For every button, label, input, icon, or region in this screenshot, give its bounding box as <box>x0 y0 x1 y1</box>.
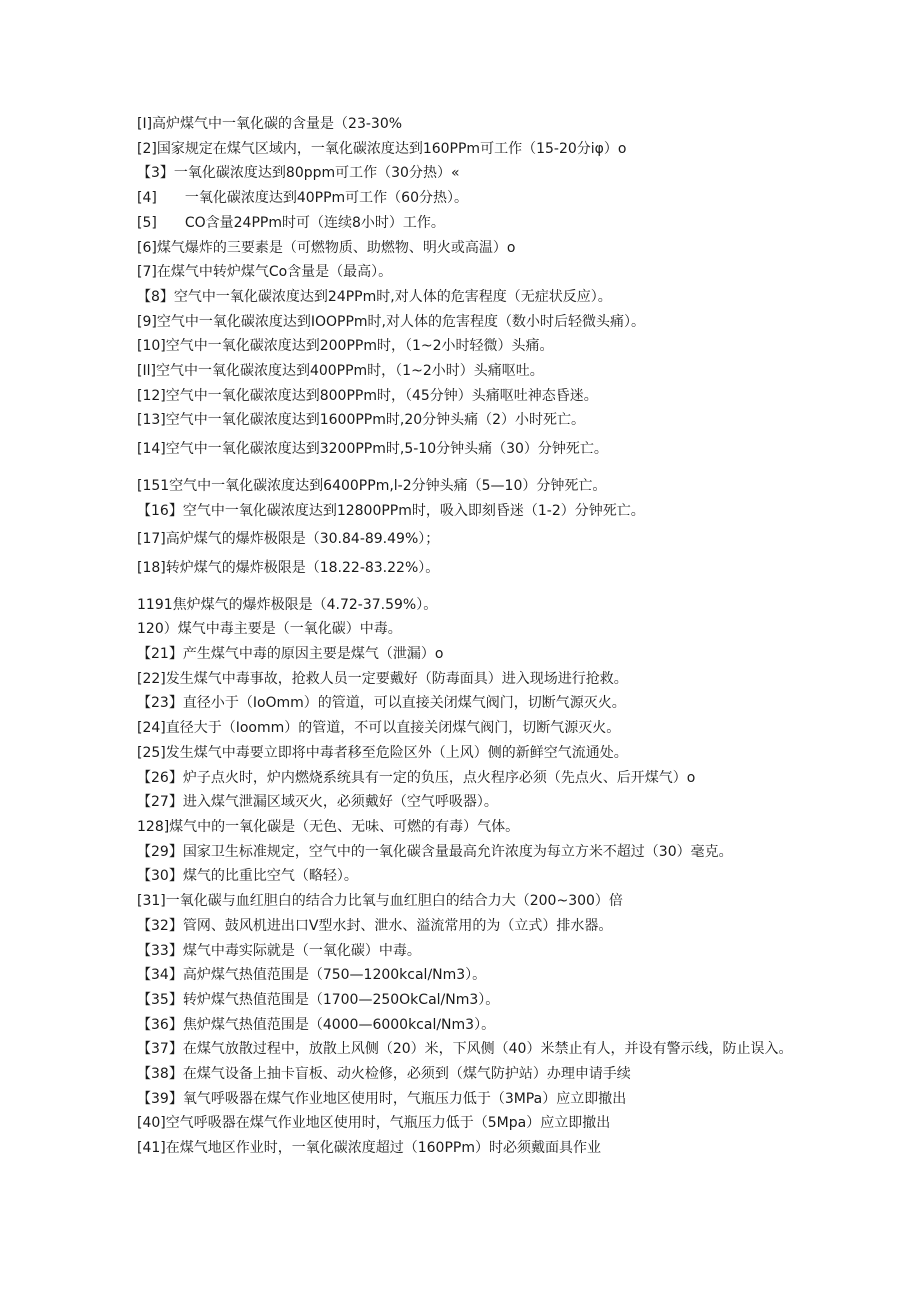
text-line: [6]煤气爆炸的三要素是（可燃物质、助燃物、明火或高温）o <box>137 239 516 256</box>
text-line: 【27】进入煤气泄漏区域灭火，必须戴好（空气呼吸器）。 <box>137 794 498 811</box>
text-line: [12]空气中一氧化碳浓度达到800PPm时，（45分钟）头痛呕吐神态昏迷。 <box>137 387 598 404</box>
text-line: 【23】直径小于（IoOmm）的管道，可以直接关闭煤气阀门，切断气源灭火。 <box>137 695 626 712</box>
text-line: 【35】转炉煤气热值范围是（1700—250OkCal/Nm3）。 <box>137 991 500 1008</box>
text-line: 【30】煤气的比重比空气（略轻）。 <box>137 868 358 885</box>
text-line: 【16】空气中一氧化碳浓度达到12800PPm时，吸入即刻昏迷（1-2）分钟死亡。 <box>137 502 645 519</box>
text-line: 【37】在煤气放散过程中，放散上风侧（20）米，下风侧（40）米禁止有人，并设有警示线，防止误入。 <box>137 1041 793 1058</box>
text-line: 【34】高炉煤气热值范围是（750—1200kcal∕Nm3）。 <box>137 967 487 984</box>
text-line: 【3】一氧化碳浓度达到80ppm可工作（30分热）« <box>137 165 460 182</box>
text-line: 【21】产生煤气中毒的原因主要是煤气（泄漏）o <box>137 646 444 663</box>
text-line: [7]在煤气中转炉煤气Co含量是（最高）。 <box>137 264 393 281</box>
text-line: [5] CO含量24PPm时可（连续8小时）工作。 <box>137 214 445 231</box>
text-line: 【33】煤气中毒实际就是（一氧化碳）中毒。 <box>137 942 421 959</box>
text-line: [17]高炉煤气的爆炸极限是（30.84-89.49%）； <box>137 531 440 548</box>
text-line: [2]国家规定在煤气区域内，一氧化碳浓度达到160PPm可工作（15-20分iφ）o <box>137 140 627 157</box>
text-line: [I]高炉煤气中一氧化碳的含量是（23-30% <box>137 116 403 132</box>
text-line: [9]空气中一氧化碳浓度达到IOOPPm时,对人体的危害程度（数小时后轻微头痛）。 <box>137 313 645 330</box>
text-line: [22]发生煤气中毒事故，抢救人员一定要戴好（防毒面具）进入现场进行抢救。 <box>137 670 628 687</box>
text-line: [10]空气中一氧化碳浓度达到200PPm时，（1~2小时轻微）头痛。 <box>137 338 554 355</box>
text-line: 120）煤气中毒主要是（一氧化碳）中毒。 <box>137 621 402 638</box>
text-line: [18]转炉煤气的爆炸极限是（18.22-83.22%）。 <box>137 559 440 576</box>
text-line: [41]在煤气地区作业时，一氧化碳浓度超过（160PPm）时必须戴面具作业 <box>137 1140 601 1157</box>
text-line: [13]空气中一氧化碳浓度达到1600PPm时,20分钟头痛（2）小时死亡。 <box>137 412 586 429</box>
text-line: 【26】炉子点火时，炉内燃烧系统具有一定的负压，点火程序必须（先点火、后开煤气）o <box>137 769 696 786</box>
text-line: 【8】空气中一氧化碳浓度达到24PPm时,对人体的危害程度（无症状反应）。 <box>137 288 612 305</box>
text-line: 128]煤气中的一氧化碳是（无色、无味、可燃的有毒）气体。 <box>137 818 520 835</box>
text-line: [24]直径大于（Ioomm）的管道，不可以直接关闭煤气阀门，切断气源灭火。 <box>137 720 621 737</box>
text-line: [4] 一氧化碳浓度达到40PPm可工作（60分热）。 <box>137 190 468 207</box>
text-line: 【32】管网、鼓风机进出口V型水封、泄水、溢流常用的为（立式）排水器。 <box>137 917 613 934</box>
text-line: [151空气中一氧化碳浓度达到6400PPm,l-2分钟头痛（5—10）分钟死亡。 <box>137 477 607 494</box>
text-line: 1191焦炉煤气的爆炸极限是（4.72-37.59%）。 <box>137 596 438 613</box>
text-line: [31]一氧化碳与血红胆白的结合力比氧与血红胆白的结合力大（200~300）倍 <box>137 893 623 910</box>
text-line: [25]发生煤气中毒要立即将中毒者移至危险区外（上风）侧的新鲜空气流通处。 <box>137 744 628 761</box>
text-line: 【38】在煤气设备上抽卡盲板、动火检修，必须到（煤气防护站）办理申请手续 <box>137 1066 631 1083</box>
text-line: 【39】氧气呼吸器在煤气作业地区使用时，气瓶压力低于（3MPa）应立即撤出 <box>137 1090 627 1107</box>
document-body <box>137 112 797 1161</box>
text-line: 【36】焦炉煤气热值范围是（4000—6000kcal∕Nm3）。 <box>137 1016 496 1033</box>
text-line: [14]空气中一氧化碳浓度达到3200PPm时,5-10分钟头痛（30）分钟死亡。 <box>137 441 608 458</box>
text-line: [Il]空气中一氧化碳浓度达到400PPm时，（1~2小时）头痛呕吐。 <box>137 363 544 380</box>
text-line: [40]空气呼吸器在煤气作业地区使用时，气瓶压力低于（5Mpa）应立即撤出 <box>137 1115 611 1132</box>
text-line: 【29】国家卫生标准规定，空气中的一氧化碳含量最高允许浓度为每立方米不超过（30）毫克。 <box>137 843 733 860</box>
